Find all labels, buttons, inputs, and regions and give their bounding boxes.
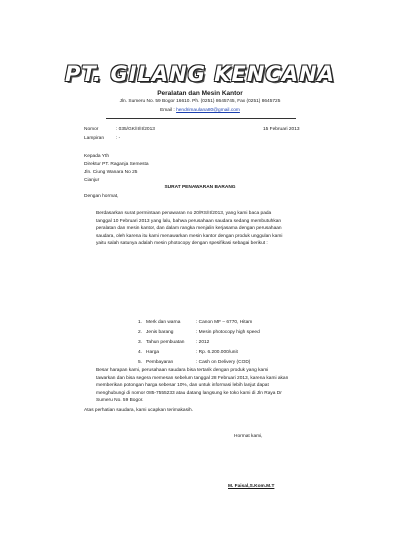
letterhead-divider xyxy=(106,118,296,119)
spec-number: 2. xyxy=(138,330,143,335)
closing-line: Atas perhatian saudara, kami ucapkan terimakasih. xyxy=(84,408,194,413)
paragraph-line: Berdasarkan surat permintaan penawaran no 20/RS/II/2013, yang kami baca pada xyxy=(96,211,272,216)
nomor-label: Nomor xyxy=(84,127,99,132)
recipient-line: Cianjur xyxy=(84,178,100,183)
email-label: Email : xyxy=(160,108,177,113)
recipient-line: Direktur PT. Raganja Semesta xyxy=(84,162,149,167)
spec-value: : Cash on Delivery (COD) xyxy=(196,360,251,365)
email-link[interactable]: hendrimaulana80@gmail.com xyxy=(176,108,240,113)
spec-value: : Canon MF – 6770, Hitam xyxy=(196,320,253,325)
paragraph-line: Sumeru No. 59 Bogor. xyxy=(96,398,144,404)
paragraph-line: Besar harapan kami, perusahaan saudara bisa tertarik dengan produk yang kami xyxy=(96,368,269,373)
company-address: Jln. Sumeru No. 59 Bogor 16610. Ph. (0251) 8645745, Fax (0251) 8645725 xyxy=(119,99,281,104)
spec-number: 1. xyxy=(138,320,143,325)
company-name: PT. GILANG KENCANA xyxy=(65,62,335,86)
paragraph-line: tawarkan dan bisa segera memesan sebelum tanggal 28 Februari 2013, karena kami akan xyxy=(96,375,289,381)
spec-value: : Mesin photocopy high speed xyxy=(196,330,260,335)
spec-number: 3. xyxy=(138,340,143,345)
spec-number: 5. xyxy=(138,360,143,365)
spec-label: Merk dan warna xyxy=(146,320,181,325)
spec-value: : 2012 xyxy=(196,340,210,345)
paragraph-line: yaitu salah satunya adalah mesin photocopy dengan spesifikasi sebagai berikut : xyxy=(96,241,268,247)
letter-date: 15 Februari 2013 xyxy=(263,127,300,132)
nomor-value: : 035/GK/II/II/2013 xyxy=(116,127,155,132)
spec-label: Jenis barang xyxy=(146,330,174,335)
paragraph-offer xyxy=(96,367,318,405)
company-email-line xyxy=(0,108,400,113)
spec-label: Pembayaran xyxy=(146,360,174,365)
spec-value: : Rp. 6.200.000/unit xyxy=(196,350,238,355)
paragraph-line: tanggal 10 Februari 2013 yang lalu, bahwa perusahaan saudara sedang membutuhkan xyxy=(96,218,282,224)
spec-label: Tahun pembuatan xyxy=(146,340,185,345)
recipient-line: Jln. Ciung Wanara No 25 xyxy=(84,170,138,175)
spec-label: Harga xyxy=(146,350,160,355)
company-tagline: Peralatan dan Mesin Kantor xyxy=(157,90,243,97)
lampiran-label: Lampiran xyxy=(84,136,104,141)
recipient-line: Kepada Yth xyxy=(84,154,109,159)
lampiran-value: : - xyxy=(116,136,121,141)
signature-name: M. Faisal,S.Kom.M.T xyxy=(228,484,275,489)
paragraph-intro xyxy=(96,210,318,248)
spec-number: 4. xyxy=(138,350,143,355)
paragraph-line: menghubungi di nomor 085-7555233 atau datang langsung ke toko kami di Jln Raya Dr xyxy=(96,390,282,396)
letter-subject: SURAT PENAWARAN BARANG xyxy=(164,185,236,190)
signoff: Hormat kami, xyxy=(234,434,263,439)
paragraph-line: memberikan potongan harga sebesar 10%, dan untuk informasi lebih lanjut dapat xyxy=(96,383,269,389)
greeting: Dengan hormat, xyxy=(84,194,119,199)
paragraph-line: peralatan dan mesin kantor, dan dalam rangka menjalin kerjasama dengan perusahaan xyxy=(96,226,282,232)
paragraph-line: saudara, oleh karena itu kami menawarkan mesin kantor dengan produk unggulan kami xyxy=(96,233,283,239)
